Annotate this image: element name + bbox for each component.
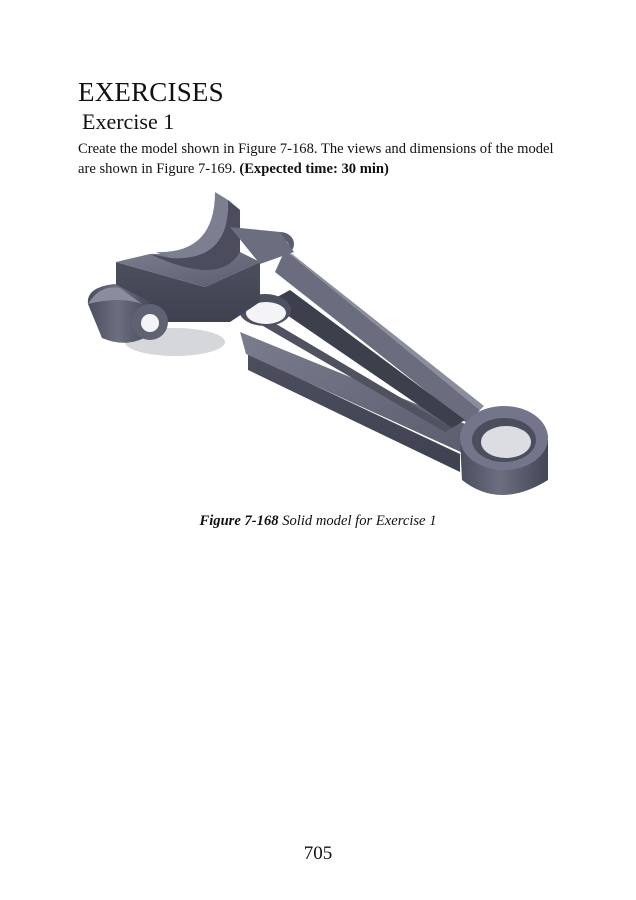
connecting-rod-figure	[80, 192, 560, 506]
figure-label: Figure 7-168	[199, 513, 279, 529]
instruction-text: Create the model shown in Figure 7-168. The views and dimensions of the model are shown in Figure 7-169.	[78, 141, 554, 177]
expected-time: (Expected time: 30 min)	[239, 160, 389, 177]
connecting-rod-model-image	[80, 192, 560, 506]
section-heading: EXERCISES	[78, 77, 224, 107]
exercise-title: Exercise 1	[82, 109, 175, 134]
figure-caption-text: Solid model for Exercise 1	[282, 513, 437, 529]
figure-caption	[0, 513, 636, 530]
page-number: 705	[303, 843, 333, 864]
exercise-instructions	[78, 140, 568, 179]
